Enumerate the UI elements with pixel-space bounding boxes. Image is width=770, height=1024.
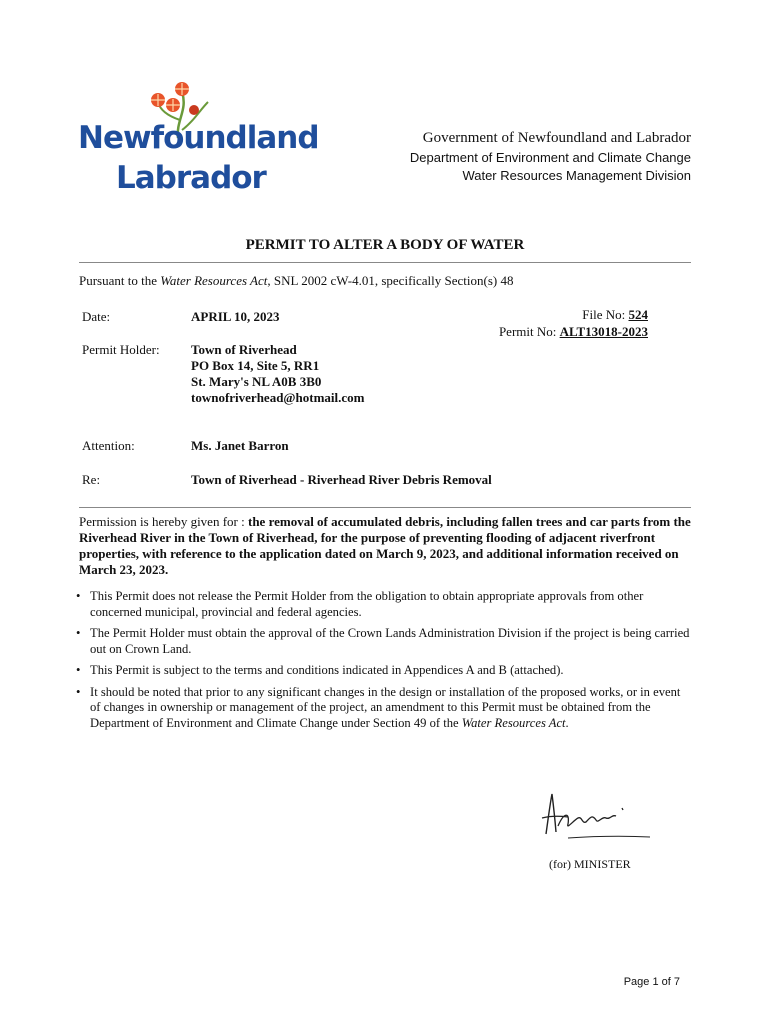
permit-number (499, 324, 648, 340)
holder-name: Town of Riverhead (191, 342, 297, 357)
holder-city-line: St. Mary's NL A0B 3B0 (191, 374, 322, 389)
permit-holder-label: Permit Holder: (82, 342, 160, 357)
date-value: APRIL 10, 2023 (191, 309, 280, 324)
division-name: Water Resources Management Division (462, 168, 691, 183)
document-title: PERMIT TO ALTER A BODY OF WATER (245, 237, 525, 253)
minister-signature (538, 790, 658, 846)
pursuant-suffix: , SNL 2002 cW-4.01, specifically Section(s) 48 (267, 273, 514, 288)
pursuant-statement (79, 273, 513, 289)
logo-wordmark-newfoundland: Newfoundland (78, 120, 319, 156)
department-name: Department of Environment and Climate Change (409, 150, 691, 165)
page-number: Page 1 of 7 (623, 976, 680, 988)
newfoundland-labrador-logo (78, 80, 319, 200)
condition-text: This Permit does not release the Permit Holder from the obligation to obtain appropriate approvals from other concerned municipal, provincial and federal agencies. (90, 589, 644, 619)
list-item (76, 685, 692, 732)
permission-statement (79, 514, 691, 578)
list-item (76, 663, 692, 679)
permission-prefix: Permission is hereby given for : (79, 514, 248, 529)
permit-number-value: ALT13018-2023 (559, 324, 648, 339)
file-number-label: File No: (582, 307, 629, 322)
re-label: Re: (82, 472, 101, 487)
permit-holder-address (191, 342, 364, 406)
title-divider (79, 262, 691, 263)
pursuant-act: Water Resources Act (160, 273, 268, 288)
permission-body: the removal of accumulated debris, including fallen trees and car parts from the Riverhead River in the Town of Riverhead, for the purpose of preventing flooding of adjacent riverfront properties, with reference to the application dated on March 9, 2023, and additional information received on March 23, 2023. (79, 514, 691, 577)
holder-address-line: PO Box 14, Site 5, RR1 (191, 358, 320, 373)
file-number-value: 524 (628, 307, 648, 322)
condition-text: It should be noted that prior to any significant changes in the design or installation of the proposed works, or in event of changes in ownership or management of the project, an amendment to this Permit must be obtained from the Department of Environment and Climate Change under Section 49 of the (90, 684, 681, 730)
signature-caption: (for) MINISTER (549, 857, 631, 871)
condition-text: The Permit Holder must obtain the approval of the Crown Lands Administration Division if the project is being carried out on Crown Land. (90, 626, 690, 656)
holder-email: townofriverhead@hotmail.com (191, 390, 365, 405)
attention-label: Attention: (82, 438, 135, 453)
re-value: Town of Riverhead - Riverhead River Debris Removal (191, 472, 492, 487)
section-divider (79, 507, 691, 508)
condition-suffix: . (565, 715, 569, 730)
list-item (76, 626, 692, 657)
list-item (76, 589, 692, 620)
condition-act: Water Resources Act (461, 715, 566, 730)
file-number (582, 307, 648, 323)
logo-wordmark-labrador: Labrador (116, 160, 266, 196)
permit-number-label: Permit No: (498, 324, 560, 339)
conditions-list (76, 589, 692, 737)
government-name: Government of Newfoundland and Labrador (422, 130, 691, 146)
pursuant-prefix: Pursuant to the (79, 273, 161, 288)
attention-value: Ms. Janet Barron (191, 438, 289, 453)
condition-text: This Permit is subject to the terms and conditions indicated in Appendices A and B (attached). (90, 663, 564, 677)
date-label: Date: (82, 309, 111, 324)
